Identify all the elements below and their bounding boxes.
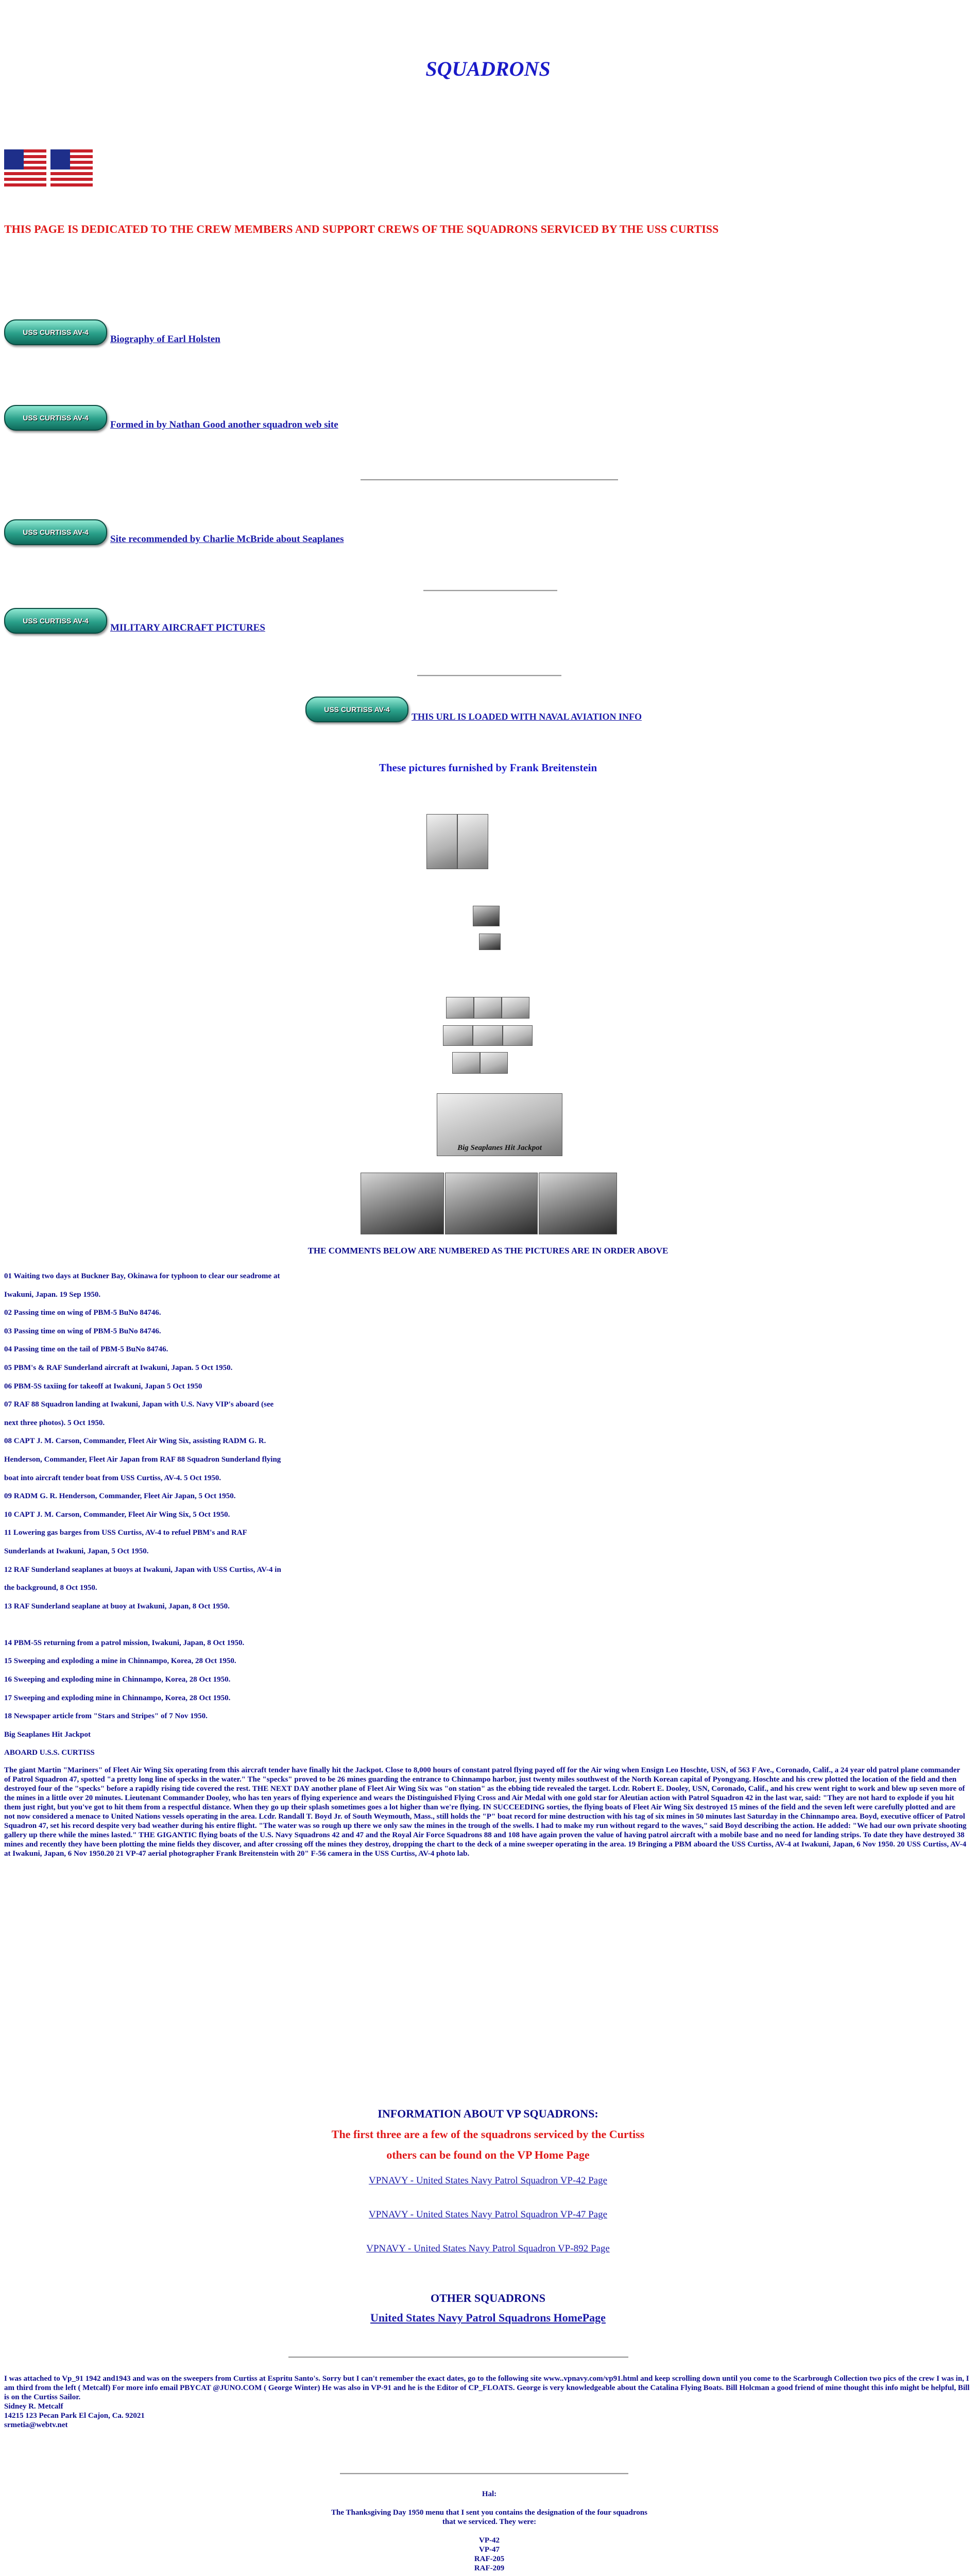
link-row-nathan-good <box>4 405 338 431</box>
photo-thumbnail[interactable] <box>457 814 488 869</box>
hal-paragraph-1: The Thanksgiving Day 1950 menu that I sent you contains the designation of the four squadrons that we serviced. They were: <box>331 2509 647 2526</box>
comment-line: next three photos). 5 Oct 1950. <box>4 1418 105 1427</box>
uss-curtiss-logo-button[interactable]: USS CURTISS AV-4 <box>4 405 107 431</box>
entry-signature: Sidney R. Metcalf <box>4 2402 63 2411</box>
link-vp47[interactable]: VPNAVY - United States Navy Patrol Squadron VP-47 Page <box>368 2209 607 2220</box>
page-title: SQUADRONS <box>425 57 551 80</box>
comment-line: Sunderlands at Iwakuni, Japan, 5 Oct 1950. <box>4 1547 149 1555</box>
newspaper-article-text: The giant Martin "Mariners" of Fleet Air Wing Six operating from this aircraft tender have finally hit the Jackpot. Close to 8,000 hours of constant patrol flying payed off for the Air wing when Ensign Leo Hoschte, USN, of 563 F Ave., Coronado, Calif., a 24 year old patrol plane commander of Patrol Squadron 47, spotted "a pretty long line of specks in the water." The "specks" proved to be 26 mines guarding the entrance to Chinnampo harbor, just twenty miles southwest of the North Korean capital of Pyongyang. Hoschte and his crew plotted the location of the field and then destroyed four of the "specks" before a rapidly rising tide covered the rest. THE NEXT DAY another plane of Fleet Air Wing Six was "on station" as the ebbing tide revealed the target. Lcdr. Robert E. Dooley, USN, Coronado, Calif., and his crew went right to work and blew up seven more of the mines in a little over 20 minutes. Lieutenant Commander Dooley, who has ten years of flying experience and wears the Distinguished Flying Cross and Air Medal with one gold star for Aleutian action with Patrol Squadron 42 in the last war, said: "They are not hard to explode if you hit them just right, but you've got to hit them from a respectful distance. When they go up their splash sometimes goes a lot higher than we're flying. IN SUCCEEDING sorties, the flying boats of Fleet Air Wing Six destroyed 15 mines of the field and the seven left were carefully plotted and are not now considered a menace to United Nations vessels operating in the area. Lcdr. Randall T. Boyd Jr. of South Weymouth, Mass., still holds the "P" boat record for mine destruction with his tag of six mines in 50 minutes last Saturday in the Chinnampo area. Boyd, executive officer of Patrol Squadron 47, set his record despite very bad weather during his entire flight. "The water was so rough up there we only saw the mines in the trough of the swells. I had to make my run without regard to the waves," said Boyd describing the action. He added: "We had our own private shooting gallery up there while the mines lasted." THE GIGANTIC flying boats of the U.S. Navy Squadrons 42 and 47 and the Royal Air Force Squadrons 88 and 108 have again proven the value of having patrol aircraft with a mobile base and no need for landing strips. To date they have destroyed 38 mines and recently they have been plotting the mine fields they discover, and after crossing off the mines they destroy, dropping the chart to the deck of a mine sweeper operating in the area. 19 Bringing a PBM aboard the USS Curtiss, AV-4 at Iwakuni, Japan, 6 Nov 1950. 20 USS Curtiss, AV-4 at Iwakuni, Japan, 6 Nov 1950.20 21 VP-47 aerial photographer Frank Breitenstein with 20" F-56 camera in the USS Curtiss, AV-4 photo lab. <box>4 1766 967 1858</box>
comment-line: Iwakuni, Japan. 19 Sep 1950. <box>4 1290 101 1299</box>
photo-thumbnail[interactable] <box>473 906 500 926</box>
photo-thumbnail[interactable] <box>452 1052 480 1074</box>
entry-address: 14215 123 Pecan Park El Cajon, Ca. 92021 <box>4 2412 145 2420</box>
info-red-line-2: others can be found on the VP Home Page <box>386 2148 590 2161</box>
comment-line: 09 RADM G. R. Henderson, Commander, Fleet Air Japan, 5 Oct 1950. <box>4 1492 236 1501</box>
link-row-military-aircraft <box>4 608 265 634</box>
comment-line: 07 RAF 88 Squadron landing at Iwakuni, Japan with U.S. Navy VIP's aboard (see <box>4 1400 274 1409</box>
divider <box>417 675 561 676</box>
hal-squadron: VP-47 <box>479 2546 500 2554</box>
us-flag-icon <box>4 149 46 187</box>
comments-list <box>4 1267 967 1858</box>
us-flag-icon <box>50 149 93 187</box>
photo-thumbnail[interactable] <box>502 997 529 1019</box>
link-patrol-squadrons-home[interactable]: United States Navy Patrol Squadrons HomePage <box>370 2311 606 2324</box>
photo-thumbnail[interactable] <box>479 934 501 950</box>
uss-curtiss-logo-button[interactable]: USS CURTISS AV-4 <box>4 519 107 545</box>
comment-line: 04 Passing time on the tail of PBM-5 BuNo 84746. <box>4 1345 168 1354</box>
photo-thumbnail[interactable] <box>426 814 457 869</box>
comment-line: 05 PBM's & RAF Sunderland aircraft at Iwakuni, Japan. 5 Oct 1950. <box>4 1363 233 1372</box>
uss-curtiss-logo-button[interactable]: USS CURTISS AV-4 <box>4 608 107 634</box>
entry-text: I was attached to Vp_91 1942 and1943 and was on the sweepers from Curtiss at Espritu Santo's. Sorry but I can't remember the exact dates, go to the following site www..vpnavy.com/vp91.html and keep scrolling down until you come to the Scarbrough Collection two pics of the crew I was in, I am third from the left ( Metcalf) For more info email PBYCAT @JUNO.COM ( George Winter) He was also in VP-91 and he is the Editor of CP_FLOATS. George is very knowledgeable about the Catalina Flying Boats. Bill Holcman a good friend of mine thought this info might be helpful, Bill is on the Curtiss Sailor. <box>4 2375 970 2401</box>
photo-thumbnail[interactable] <box>473 1025 503 1046</box>
comment-line: the background, 8 Oct 1950. <box>4 1584 97 1592</box>
link-row-seaplanes <box>4 519 344 545</box>
photo-thumbnail[interactable] <box>539 1173 617 1234</box>
link-seaplanes[interactable]: Site recommended by Charlie McBride about Seaplanes <box>110 534 344 545</box>
guestbook-entry-metcalf <box>4 2374 972 2430</box>
comment-line: Big Seaplanes Hit Jackpot <box>4 1730 91 1739</box>
newspaper-headline: Big Seaplanes Hit Jackpot <box>457 1144 542 1152</box>
photo-thumbnail[interactable] <box>361 1173 444 1234</box>
link-row-biography <box>4 319 220 345</box>
flags <box>4 149 93 187</box>
comment-line: Henderson, Commander, Fleet Air Japan from RAF 88 Squadron Sunderland flying <box>4 1455 281 1464</box>
comment-line: 08 CAPT J. M. Carson, Commander, Fleet Air Wing Six, assisting RADM G. R. <box>4 1437 266 1446</box>
hal-squadron: RAF-209 <box>474 2564 505 2572</box>
comment-line: 12 RAF Sunderland seaplanes at buoys at Iwakuni, Japan with USS Curtiss, AV-4 in <box>4 1565 281 1574</box>
link-naval-aviation-info[interactable]: THIS URL IS LOADED WITH NAVAL AVIATION INFO <box>412 711 642 722</box>
comment-line: 11 Lowering gas barges from USS Curtiss, AV-4 to refuel PBM's and RAF <box>4 1529 247 1537</box>
comment-line: 02 Passing time on wing of PBM-5 BuNo 84746. <box>4 1309 161 1317</box>
link-biography[interactable]: Biography of Earl Holsten <box>110 334 220 345</box>
link-vp42[interactable]: VPNAVY - United States Navy Patrol Squadron VP-42 Page <box>368 2175 607 2186</box>
uss-curtiss-logo-button[interactable]: USS CURTISS AV-4 <box>305 697 408 722</box>
comment-line: 10 CAPT J. M. Carson, Commander, Fleet Air Wing Six, 5 Oct 1950. <box>4 1510 230 1519</box>
link-row-naval-aviation <box>305 697 642 722</box>
photo-thumbnail[interactable] <box>480 1052 508 1074</box>
entry-email: srmetia@webtv.net <box>4 2421 68 2429</box>
link-vp892[interactable]: VPNAVY - United States Navy Patrol Squadron VP-892 Page <box>366 2243 610 2254</box>
guestbook-entry-ted <box>324 2489 654 2576</box>
link-nathan-good[interactable]: Formed in by Nathan Good another squadron web site <box>110 419 338 430</box>
photo-thumbnail[interactable] <box>446 997 474 1019</box>
divider <box>361 479 618 481</box>
other-squadrons-heading: OTHER SQUADRONS <box>430 2292 546 2304</box>
info-red-line-1: The first three are a few of the squadrons serviced by the Curtiss <box>331 2128 645 2141</box>
hal-squadron: RAF-205 <box>474 2555 505 2563</box>
comment-line: 18 Newspaper article from "Stars and Stripes" of 7 Nov 1950. <box>4 1712 208 1721</box>
divider <box>423 590 557 591</box>
dedication-text: THIS PAGE IS DEDICATED TO THE CREW MEMBERS AND SUPPORT CREWS OF THE SQUADRONS SERVICED BY THE USS CURTISS <box>4 223 719 235</box>
comment-lines <box>4 1267 967 1762</box>
comment-line: 17 Sweeping and exploding mine in Chinnampo, Korea, 28 Oct 1950. <box>4 1693 231 1702</box>
photo-credit: These pictures furnished by Frank Breitenstein <box>379 761 597 774</box>
comment-line: 01 Waiting two days at Buckner Bay, Okinawa for typhoon to clear our seadrome at <box>4 1272 280 1280</box>
photo-thumbnail[interactable] <box>443 1025 473 1046</box>
hal-squadron: VP-42 <box>479 2536 500 2545</box>
divider <box>288 2357 628 2358</box>
info-heading: INFORMATION ABOUT VP SQUADRONS: <box>378 2107 598 2120</box>
divider <box>340 2473 628 2475</box>
comment-line <box>4 1616 967 1634</box>
hal-greeting: Hal: <box>482 2490 497 2498</box>
photo-thumbnail[interactable] <box>503 1025 533 1046</box>
comment-line: 16 Sweeping and exploding mine in Chinnampo, Korea, 28 Oct 1950. <box>4 1675 231 1684</box>
comments-heading: THE COMMENTS BELOW ARE NUMBERED AS THE PICTURES ARE IN ORDER ABOVE <box>307 1246 669 1256</box>
comment-line: 15 Sweeping and exploding a mine in Chinnampo, Korea, 28 Oct 1950. <box>4 1657 236 1666</box>
comment-line: boat into aircraft tender boat from USS Curtiss, AV-4. 5 Oct 1950. <box>4 1473 221 1482</box>
comment-line: 13 RAF Sunderland seaplane at buoy at Iwakuni, Japan, 8 Oct 1950. <box>4 1602 230 1611</box>
comment-line: 03 Passing time on wing of PBM-5 BuNo 84746. <box>4 1327 161 1335</box>
comment-line: ABOARD U.S.S. CURTISS <box>4 1749 95 1757</box>
link-military-aircraft[interactable]: MILITARY AIRCRAFT PICTURES <box>110 622 265 633</box>
comment-line: 14 PBM-5S returning from a patrol mission, Iwakuni, Japan, 8 Oct 1950. <box>4 1638 245 1647</box>
photo-thumbnail[interactable] <box>474 997 502 1019</box>
photo-thumbnail[interactable] <box>445 1173 538 1234</box>
uss-curtiss-logo-button[interactable]: USS CURTISS AV-4 <box>4 319 107 345</box>
comment-line: 06 PBM-5S taxiing for takeoff at Iwakuni, Japan 5 Oct 1950 <box>4 1382 202 1391</box>
newspaper-clipping-photo[interactable] <box>437 1093 562 1156</box>
